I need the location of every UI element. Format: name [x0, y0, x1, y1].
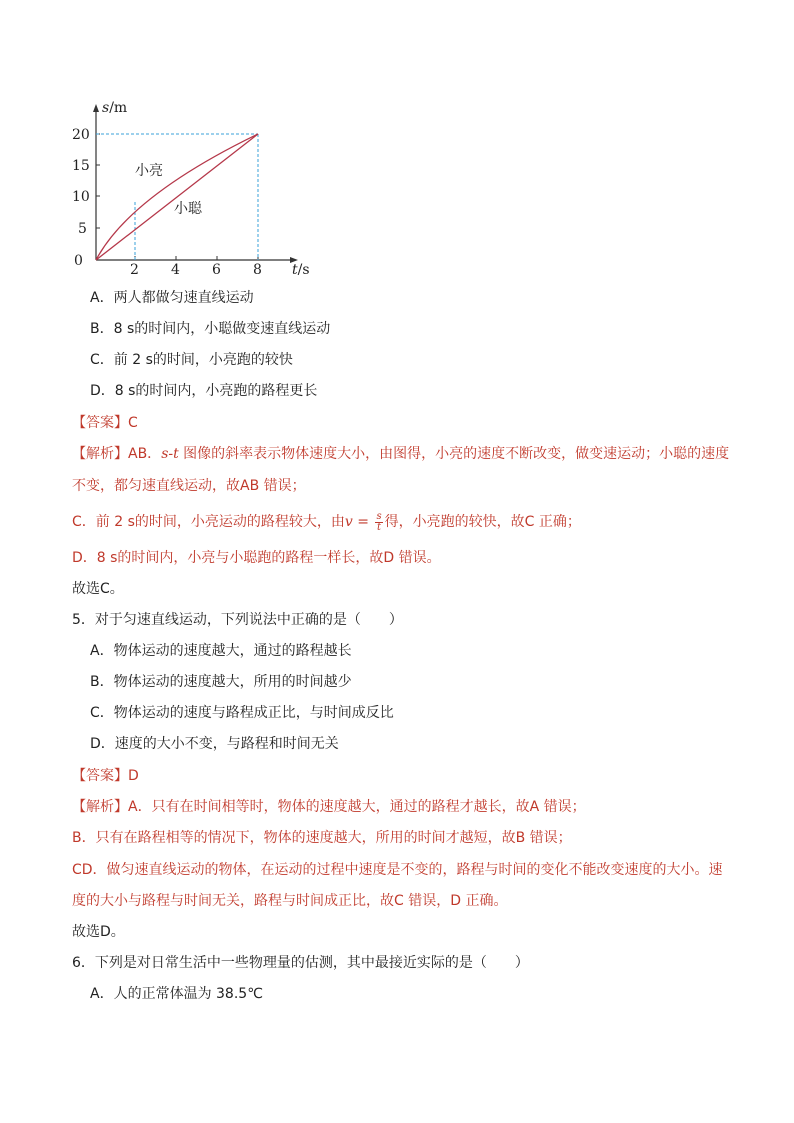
q4-explanation-4: D．8 s的时间内，小亮与小聪跑的路程一样长，故D 错误。 [72, 550, 441, 566]
x-tick-4: 4 [171, 262, 180, 276]
q4-option-b: B．8 s的时间内，小聪做变速直线运动 [90, 321, 331, 337]
y-tick-10: 10 [72, 189, 90, 205]
x-tick-6: 6 [212, 262, 221, 276]
q5-stem: 5．对于匀速直线运动，下列说法中正确的是（ ） [72, 612, 403, 628]
y-axis-arrow [93, 104, 99, 112]
q4-expl-head: 【解析】 [72, 446, 128, 462]
q4-explanation-1 [72, 444, 729, 464]
q6-option-a: A．人的正常体温为 38.5℃ [90, 986, 263, 1002]
y-tick-5: 5 [78, 221, 87, 237]
q5-option-b: B．物体运动的速度越大，所用的时间越少 [90, 674, 352, 690]
q5-explanation-3: CD．做匀速直线运动的物体，在运动的过程中速度是不变的，路程与时间的变化不能改变速度的大小。速 [72, 862, 723, 878]
q4-expl3-a: C．前 2 s的时间，小亮运动的路程较大，由 [72, 514, 345, 530]
q4-option-c: C．前 2 s的时间，小亮跑的较快 [90, 352, 293, 368]
q5-explanation-2: B．只有在路程相等的情况下，物体的速度越大，所用的时间才越短，故B 错误； [72, 830, 572, 846]
y-axis-label: s/m [102, 100, 128, 116]
q5-answer: 【答案】D [72, 768, 139, 784]
x-axis-label: t/s [292, 262, 310, 276]
y-tick-20: 20 [72, 127, 90, 143]
q4-answer: 【答案】C [72, 415, 138, 431]
q4-expl1-st: s-t [161, 446, 179, 462]
q4-expl3-v: v [344, 514, 353, 530]
curve-xiaocong [96, 134, 258, 260]
q6-stem: 6．下列是对日常生活中一些物理量的估测，其中最接近实际的是（ ） [72, 955, 529, 971]
q4-conclusion: 故选C。 [72, 581, 124, 597]
q4-expl1-a: AB． [128, 446, 162, 462]
x-tick-2: 2 [130, 262, 139, 276]
curve-label-xiaoliang: 小亮 [135, 163, 163, 179]
fraction-numerator: s [376, 510, 382, 522]
q5-explanation-1: 【解析】A．只有在时间相等时，物体的速度越大，通过的路程才越长，故A 错误； [72, 799, 586, 815]
q4-explanation-3 [72, 510, 581, 534]
q5-option-a: A．物体运动的速度越大，通过的路程越长 [90, 643, 352, 659]
q4-option-d: D．8 s的时间内，小亮跑的路程更长 [90, 383, 318, 399]
q4-expl3-b: 得，小亮跑的较快，故C 正确； [384, 514, 581, 530]
q5-option-d: D．速度的大小不变，与路程和时间无关 [90, 736, 339, 752]
y-tick-0: 0 [74, 253, 83, 269]
q5-explanation-4: 度的大小与路程与时间无关，路程与时间成正比，故C 错误，D 正确。 [72, 893, 508, 909]
q4-explanation-2: 不变，都匀速直线运动，故AB 错误； [72, 478, 306, 494]
q4-option-a: A．两人都做匀速直线运动 [90, 290, 254, 306]
curve-label-xiaocong: 小聪 [174, 201, 202, 217]
q5-option-c: C．物体运动的速度与路程成正比，与时间成反比 [90, 705, 394, 721]
x-tick-8: 8 [253, 262, 262, 276]
q4-expl3-eq: = [352, 514, 374, 530]
y-tick-15: 15 [72, 158, 90, 174]
st-graph [70, 96, 330, 276]
fraction-denominator: t [377, 521, 382, 533]
q4-velocity-fraction [375, 512, 382, 533]
q5-conclusion: 故选D。 [72, 924, 125, 940]
q4-expl1-b: 图像的斜率表示物体速度大小，由图得，小亮的速度不断改变，做变速运动；小聪的速度 [178, 446, 730, 462]
